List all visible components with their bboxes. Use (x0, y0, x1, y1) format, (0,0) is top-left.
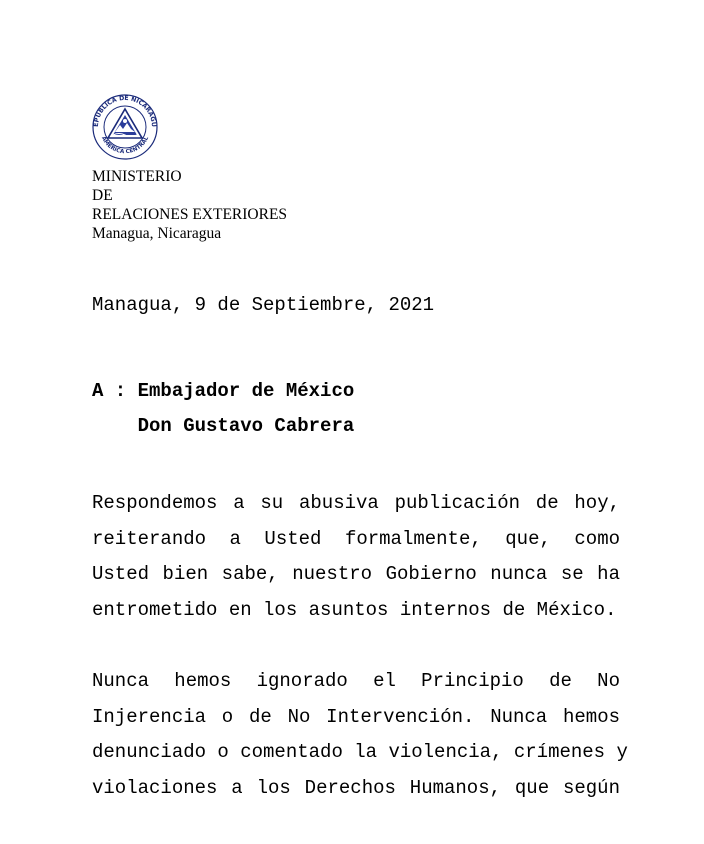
addressee-title: Embajador de México (137, 380, 355, 402)
paragraph-line: Usted bien sabe, nuestro Gobierno nunca se ha (92, 563, 620, 585)
paragraph-line: denunciado o comentado la violencia, crímenes y (92, 741, 628, 763)
addressee-prefix: A : (92, 380, 138, 402)
nicaragua-seal-logo (90, 94, 160, 160)
paragraph-1 (92, 486, 620, 628)
paragraph-line: entrometido en los asuntos internos de México. (92, 598, 617, 621)
foreign-affairs-line: RELACIONES EXTERIORES (92, 206, 288, 223)
ministry-of-line: DE (92, 187, 113, 204)
addressee-line-2 (92, 409, 354, 444)
paragraph-line: violaciones a los Derechos Humanos, que según (92, 776, 620, 799)
paragraph-line: Respondemos a su abusiva publicación de hoy, (92, 492, 620, 514)
paragraph-line: Nunca hemos ignorado el Principio de No (92, 670, 620, 692)
location-line: Managua, Nicaragua (92, 225, 222, 242)
svg-text:AMERICA CENTRAL: AMERICA CENTRAL (99, 135, 151, 156)
paragraph-2 (92, 664, 628, 806)
letterhead (92, 167, 287, 243)
addressee-line-1 (92, 374, 354, 409)
paragraph-line: reiterando a Usted formalmente, que, como (92, 527, 620, 550)
svg-text:REPUBLICA DE NICARAGUA: EPUBLICA DE NICARAGU (92, 94, 158, 128)
seal-emblem-icon (90, 94, 160, 160)
letter-date: Managua, 9 de Septiembre, 2021 (92, 294, 435, 316)
paragraph-line: Injerencia o de No Intervención. Nunca hemos (92, 705, 620, 728)
addressee-block (92, 374, 354, 444)
addressee-name: Don Gustavo Cabrera (137, 415, 355, 437)
ministry-line: MINISTERIO (92, 168, 182, 185)
